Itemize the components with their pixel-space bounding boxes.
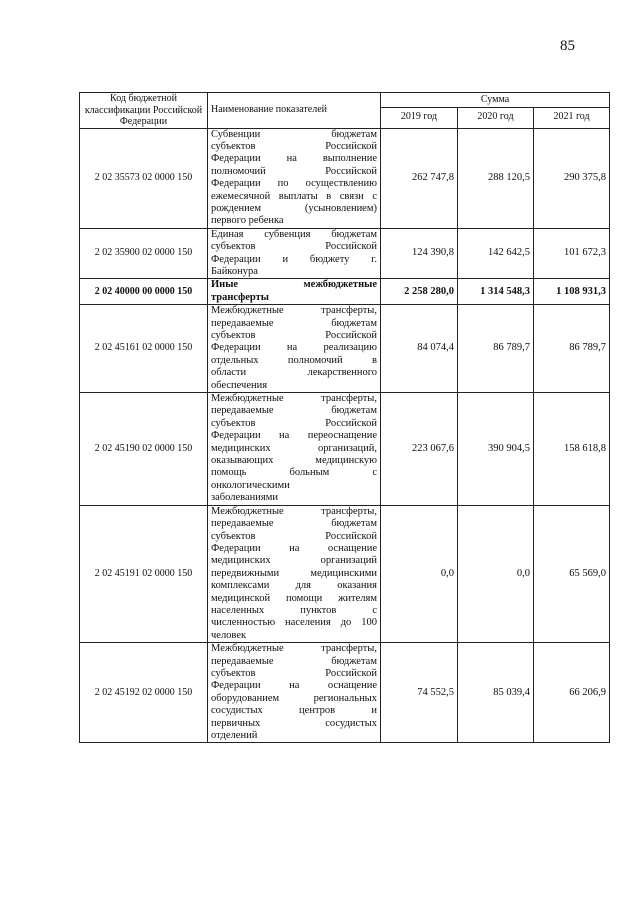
row-name-line: Межбюджетные трансферты, [211,305,377,317]
row-name-line: трансферты [211,291,269,303]
header-year-2020: 2020 год [458,107,534,128]
row-name-line: Федерации на реализацию [211,342,377,354]
row-value-2019: 2 258 280,0 [381,279,458,305]
row-name-line: оборудованием региональных [211,692,377,704]
row-value-2021: 65 569,0 [534,505,610,642]
row-value-2020: 85 039,4 [458,643,534,743]
table-body [80,128,610,743]
row-name-line: отдельных полномочий в [211,354,377,366]
row-name-line: Федерации на оснащение [211,542,377,554]
row-code: 2 02 35573 02 0000 150 [80,128,208,228]
row-name-line: субъектов Российской [211,417,377,429]
row-name-line: Федерации на переоснащение [211,430,377,442]
row-name-line: заболеваниями [211,492,278,504]
header-year-2021: 2021 год [534,107,610,128]
row-name-line: онкологическими [211,479,290,491]
table-row [80,643,610,743]
row-name-line: отделений [211,730,258,741]
header-year-2019: 2019 год [381,107,458,128]
row-name-line: Субвенции бюджетам [211,128,377,140]
row-name-line: численностью населения до 100 [211,617,377,629]
row-value-2021: 290 375,8 [534,128,610,228]
row-value-2020: 86 789,7 [458,305,534,393]
row-value-2020: 142 642,5 [458,228,534,279]
header-name: Наименование показателей [208,93,381,129]
row-name-line: субъектов Российской [211,530,377,542]
row-name [208,279,381,305]
row-value-2019: 223 067,6 [381,393,458,506]
row-value-2019: 0,0 [381,505,458,642]
row-value-2019: 84 074,4 [381,305,458,393]
row-value-2020: 390 904,5 [458,393,534,506]
row-name-line: передаваемые бюджетам [211,405,377,417]
row-value-2021: 158 618,8 [534,393,610,506]
row-name-line: населенных пунктов с [211,604,377,616]
table-row [80,393,610,506]
row-name [208,128,381,228]
row-name-line: субъектов Российской [211,330,377,341]
row-name-line: помощь больным с [211,467,377,479]
row-code: 2 02 45190 02 0000 150 [80,393,208,506]
row-name-line: Федерации и бюджету г. [211,253,377,265]
row-name [208,393,381,506]
row-name-line: субъектов Российской [211,667,377,679]
row-name-line: комплексами для оказания [211,580,377,592]
row-name-line: медицинской помощи жителям [211,592,377,604]
row-code: 2 02 45161 02 0000 150 [80,305,208,393]
row-name-line: субъектов Российской [211,140,377,152]
row-name-line: Единая субвенция бюджетам [211,228,377,240]
row-name-line: субъектов Российской [211,241,377,253]
row-code: 2 02 45192 02 0000 150 [80,643,208,743]
row-name [208,228,381,279]
row-name-line: первого ребенка [211,215,284,227]
page-number: 85 [560,38,575,54]
table-row [80,228,610,279]
row-name-line: ежемесячной выплаты в связи с [211,190,377,202]
table-row [80,305,610,393]
row-name-line: передаваемые бюджетам [211,518,377,530]
row-name-line: передаваемые бюджетам [211,317,377,329]
row-name-line: сосудистых центров и [211,705,377,717]
row-name-line: полномочий Российской [211,165,377,177]
row-name-line: Федерации на выполнение [211,153,377,165]
row-name-line: медицинских организаций, [211,442,377,454]
row-name-line: оказывающих медицинскую [211,455,377,467]
row-code: 2 02 40000 00 0000 150 [80,279,208,305]
header-code: Код бюджетной классификации Российской Федерации [80,93,208,129]
row-code: 2 02 35900 02 0000 150 [80,228,208,279]
row-name-line: Межбюджетные трансферты, [211,643,377,655]
row-name-line: Межбюджетные трансферты, [211,393,377,405]
row-value-2021: 1 108 931,3 [534,279,610,305]
row-name-line: Федерации на оснащение [211,680,377,692]
table-row [80,128,610,228]
row-value-2021: 66 206,9 [534,643,610,743]
table-row [80,505,610,642]
row-name-line: Иные межбюджетные [211,279,377,291]
budget-table [79,92,610,743]
row-name-line: медицинских организаций [211,555,377,567]
row-value-2020: 1 314 548,3 [458,279,534,305]
row-name [208,505,381,642]
row-name-line: Межбюджетные трансферты, [211,505,377,517]
header-sum: Сумма [381,93,610,108]
row-name-line: первичных сосудистых [211,717,377,729]
row-name-line: Федерации по осуществлению [211,178,377,190]
row-value-2021: 86 789,7 [534,305,610,393]
row-name-line: Байконура [211,265,258,277]
row-value-2019: 124 390,8 [381,228,458,279]
row-value-2020: 288 120,5 [458,128,534,228]
row-value-2019: 74 552,5 [381,643,458,743]
row-name-line: рождением (усыновлением) [211,202,377,214]
row-value-2019: 262 747,8 [381,128,458,228]
row-code: 2 02 45191 02 0000 150 [80,505,208,642]
row-name-line: области лекарственного [211,367,377,379]
row-name-line: передвижными медицинскими [211,567,377,579]
row-value-2020: 0,0 [458,505,534,642]
row-name [208,643,381,743]
table-row [80,279,610,305]
row-name-line: человек [211,629,247,641]
row-name-line: обеспечения [211,379,268,391]
row-name [208,305,381,393]
row-name-line: передаваемые бюджетам [211,655,377,667]
row-value-2021: 101 672,3 [534,228,610,279]
